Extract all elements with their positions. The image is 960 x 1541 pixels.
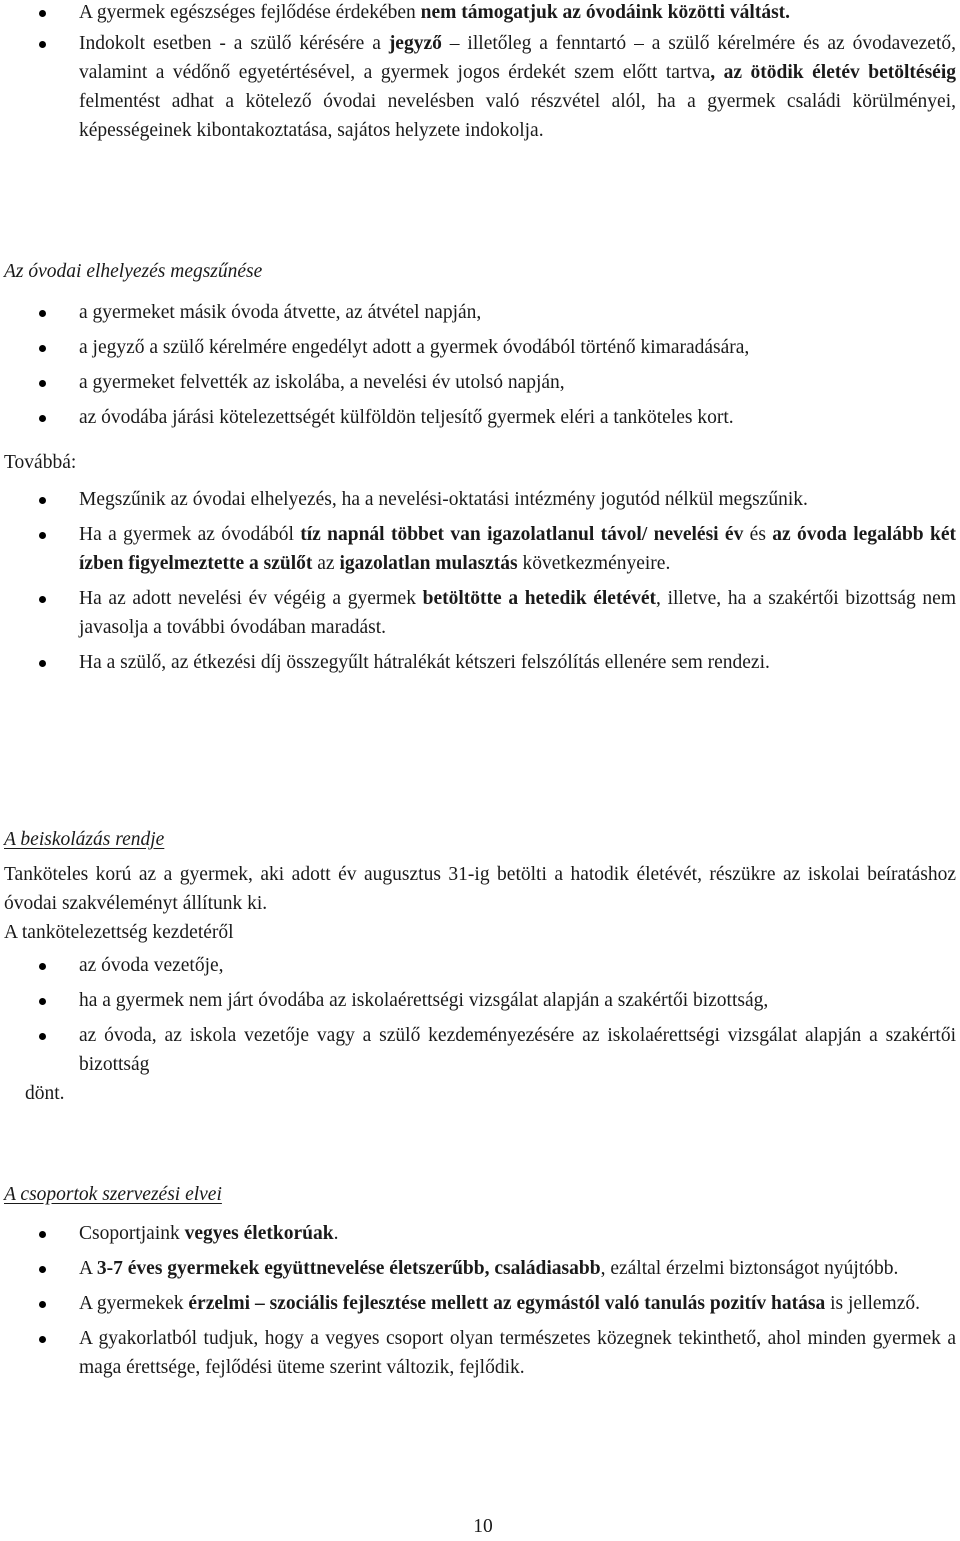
text-run: következményeire.: [517, 553, 671, 574]
list-item: [0, 0, 960, 27]
text-run: a jegyző a szülő kérelmére engedélyt adott a gyermek óvodából történő kimaradására,: [79, 337, 750, 358]
list-item: [0, 368, 960, 397]
list-item: [0, 1289, 960, 1318]
section-heading: A beiskolázás rendje: [4, 829, 165, 850]
text-run: Indokolt esetben - a szülő kérésére a: [79, 33, 389, 54]
section-subheading: A tankötelezettség kezdetéről: [4, 922, 234, 943]
text-run: Ha a szülő, az étkezési díj összegyűlt hátralékát kétszeri felszólítás ellenére sem rendezi.: [79, 652, 770, 673]
termination-list: [0, 298, 960, 432]
section-enrollment-end: [0, 257, 960, 677]
list-item: [0, 648, 960, 677]
text-run: , illetve, ha a szakértői bizottság nem javasolja a további óvodában maradást.: [79, 588, 956, 638]
text-run: az óvoda vezetője,: [79, 955, 224, 976]
closing-text: dönt.: [25, 1083, 65, 1104]
page-number: 10: [473, 1516, 493, 1537]
list-item: [0, 951, 960, 980]
text-run: az: [312, 553, 340, 574]
section-heading: Az óvodai elhelyezés megszűnése: [4, 261, 263, 282]
list-item: [0, 403, 960, 432]
text-run: Megszűnik az óvodai elhelyezés, ha a nevelési-oktatási intézmény jogutód nélkül megszűnik.: [79, 489, 808, 510]
bold-run: nem támogatjuk az óvodáink közötti váltást.: [420, 2, 791, 23]
bold-run: jegyző: [388, 33, 442, 54]
bold-run: vegyes életkorúak: [184, 1223, 334, 1244]
section-school-enrollment: [0, 825, 960, 1108]
bold-run: az óvoda legalább két ízben figyelmeztette a szülőt: [79, 524, 956, 574]
text-run: .: [333, 1223, 339, 1244]
principles-list: [0, 1219, 960, 1382]
intro-list: [0, 0, 960, 145]
text-run: A gyermek egészséges fejlődése érdekében: [79, 2, 421, 23]
list-item: [0, 485, 960, 514]
text-run: az óvoda, az iskola vezetője vagy a szülő kezdeményezésére az iskolaérettségi vizsgálat alapján a szakértői bizottság: [79, 1025, 956, 1075]
text-run: és: [743, 524, 773, 545]
bold-run: érzelmi – szociális fejlesztése mellett az egymástól való tanulás pozitív hatása: [188, 1293, 826, 1314]
further-list: [0, 485, 960, 677]
text-run: A gyermekek: [79, 1293, 189, 1314]
text-run: Ha a gyermek az óvodából: [79, 524, 301, 545]
section-group-principles: [0, 1180, 960, 1382]
text-run: a gyermeket másik óvoda átvette, az átvétel napján,: [79, 302, 482, 323]
text-run: , ezáltal érzelmi biztonságot nyújtóbb.: [600, 1258, 899, 1279]
text-run: is jellemző.: [825, 1293, 921, 1314]
text-run: a gyermeket felvették az iskolába, a nevelési év utolsó napján,: [79, 372, 565, 393]
bold-run: , az ötödik életév betöltéséig: [710, 62, 956, 83]
list-item: [0, 333, 960, 362]
list-item: [0, 298, 960, 327]
bold-run: betöltötte a hetedik életévét: [422, 588, 657, 609]
text-run: Ha az adott nevelési év végéig a gyermek: [79, 588, 423, 609]
school-paragraph: Tanköteles korú az a gyermek, aki adott év augusztus 31-ig betölti a hatodik életévét, részükre az iskolai beíratáshoz óvodai szakvéleményt állítunk ki.: [4, 864, 956, 914]
bold-run: igazolatlan mulasztás: [339, 553, 518, 574]
text-run: az óvodába járási kötelezettségét külföldön teljesítő gyermek eléri a tanköteles kort.: [79, 407, 734, 428]
list-item: [0, 1254, 960, 1283]
text-run: Csoportjaink: [79, 1223, 185, 1244]
text-run: A: [79, 1258, 97, 1279]
bold-run: 3-7 éves gyermekek együttnevelése életszerűbb, családiasabb: [96, 1258, 601, 1279]
list-item: [0, 520, 960, 578]
list-item: [0, 986, 960, 1015]
section-heading: A csoportok szervezési elvei: [4, 1184, 222, 1205]
decision-list: [0, 951, 960, 1079]
list-item: [0, 1324, 960, 1382]
text-run: felmentést adhat a kötelező óvodai nevelésben való részvétel alól, ha a gyermek családi körülményei, képességeinek kibontakoztatása, sajátos helyzete indokolja.: [79, 91, 956, 141]
bold-run: tíz napnál többet van igazolatlanul távol/ nevelési év: [300, 524, 744, 545]
list-item: [0, 584, 960, 642]
further-label: Továbbá:: [4, 452, 77, 473]
list-item: [0, 1219, 960, 1248]
list-item: [0, 29, 960, 145]
text-run: ha a gyermek nem járt óvodába az iskolaérettségi vizsgálat alapján a szakértői bizottság,: [79, 990, 769, 1011]
list-item: [0, 1021, 960, 1079]
text-run: A gyakorlatból tudjuk, hogy a vegyes csoport olyan természetes közegnek tekinthető, ahol minden gyermek a maga érettsége, fejlődési üteme szerint változik, fejlődik.: [79, 1328, 956, 1378]
text-run: – illetőleg a fenntartó – a szülő kérelmére és az óvodavezető, valamint a védőnő egyetértésével, a gyermek jogos érdekét szem előtt tartva: [79, 33, 956, 83]
